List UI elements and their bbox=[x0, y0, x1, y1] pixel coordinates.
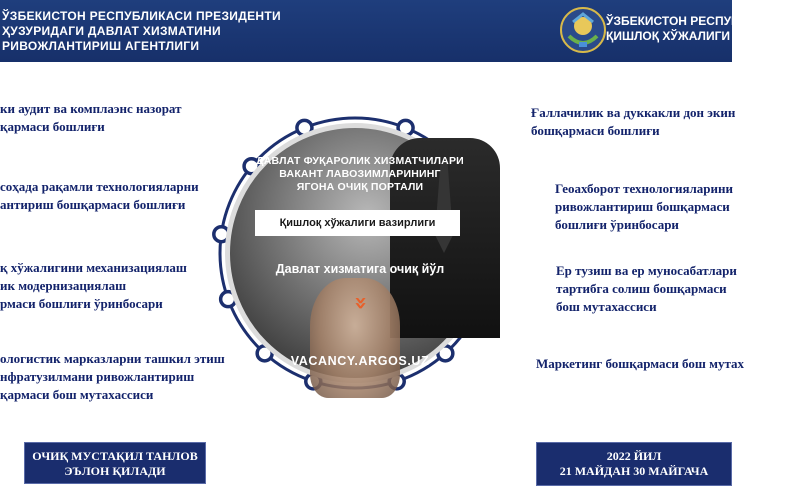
portal-title bbox=[240, 155, 480, 194]
right-item-line: бошлиғи ўринбосари bbox=[555, 217, 679, 232]
left-item-line: нфратузилмани ривожлантириш bbox=[0, 369, 195, 384]
portal-title-line: ЯГОНА ОЧИҚ ПОРТАЛИ bbox=[296, 181, 424, 193]
portal-title-line: ДАВЛАТ ФУҚАРОЛИК ХИЗМАТЧИЛАРИ bbox=[256, 155, 464, 167]
right-item-line: Ғаллачилик ва дуккакли дон экин bbox=[531, 105, 736, 120]
left-item-line: соҳада рақамли технологияларни bbox=[0, 179, 199, 194]
left-item-line: қармаси бошлиғи bbox=[0, 119, 105, 134]
left-item-2 bbox=[0, 178, 199, 214]
agency-title-line: РИВОЖЛАНТИРИШ АГЕНТЛИГИ bbox=[2, 39, 200, 53]
right-item-3 bbox=[556, 262, 737, 316]
ministry-name-box: Қишлоқ хўжалиги вазирлиги bbox=[255, 210, 460, 236]
right-item-line: Ер тузиш ва ер муносабатлари bbox=[556, 263, 737, 278]
left-item-line: қ хўжалигини механизациялаш bbox=[0, 260, 187, 275]
right-item-line: Маркетинг бошқармаси бош мутах bbox=[536, 356, 745, 371]
left-item-4 bbox=[0, 350, 225, 404]
right-item-line: Геоахборот технологияларини bbox=[555, 181, 734, 196]
date-line: 2022 ЙИЛ bbox=[606, 449, 662, 463]
left-item-line: қармаси бош мутахассиси bbox=[0, 387, 154, 402]
portal-photo bbox=[225, 123, 485, 383]
left-item-line: ологистик марказларни ташкил этиш bbox=[0, 351, 225, 366]
portal-url-link[interactable]: VACANCY.ARGOS.UZ bbox=[290, 354, 430, 368]
right-item-line: ривожлантириш бошқармаси bbox=[555, 199, 730, 214]
right-item-4 bbox=[536, 355, 744, 373]
right-item-2 bbox=[555, 180, 733, 234]
agency-title bbox=[2, 9, 281, 54]
left-item-line: рмаси бошлиғи ўринбосари bbox=[0, 296, 163, 311]
portal-title-line: ВАКАНТ ЛАВОЗИМЛАРИНИНГ bbox=[279, 168, 441, 180]
date-banner bbox=[536, 442, 732, 486]
left-item-1 bbox=[0, 100, 181, 136]
left-item-line: ик модернизациялаш bbox=[0, 278, 127, 293]
ministry-header-title bbox=[606, 14, 789, 44]
date-line: 21 МАЙДАН 30 МАЙГАЧА bbox=[559, 464, 709, 478]
right-item-line: бошқармаси бошлиғи bbox=[531, 123, 660, 138]
left-item-line: антириш бошқармаси бошлиғи bbox=[0, 197, 186, 212]
left-item-line: ки аудит ва комплаэнс назорат bbox=[0, 101, 182, 116]
portal-circle bbox=[205, 103, 505, 403]
agency-title-line: ҲУЗУРИДАГИ ДАВЛАТ ХИЗМАТИНИ bbox=[2, 24, 221, 38]
announcement-banner bbox=[24, 442, 206, 484]
header-banner bbox=[0, 0, 789, 62]
state-emblem-icon bbox=[559, 6, 607, 54]
agency-title-line: ЎЗБЕКИСТОН РЕСПУБЛИКАСИ ПРЕЗИДЕНТИ bbox=[2, 9, 281, 23]
ministry-header-line: ҚИШЛОҚ ХЎЖАЛИГИ ВАЗИ bbox=[606, 29, 767, 43]
left-item-3 bbox=[0, 259, 187, 313]
announcement-line: ОЧИҚ МУСТАҚИЛ ТАНЛОВ bbox=[32, 449, 198, 463]
ministry-header-line: ЎЗБЕКИСТОН РЕСПУБЛИКАСИ bbox=[606, 14, 789, 28]
announcement-line: ЭЪЛОН ҚИЛАДИ bbox=[64, 464, 166, 478]
right-item-line: тартибга солиш бошқармаси bbox=[556, 281, 727, 296]
open-path-slogan: Давлат хизматига очиқ йўл bbox=[275, 262, 445, 276]
right-item-1 bbox=[531, 104, 735, 140]
chevron-glyph: » bbox=[348, 295, 373, 311]
right-item-line: бош мутахассиси bbox=[556, 299, 657, 314]
double-chevron-down-icon bbox=[340, 296, 380, 324]
